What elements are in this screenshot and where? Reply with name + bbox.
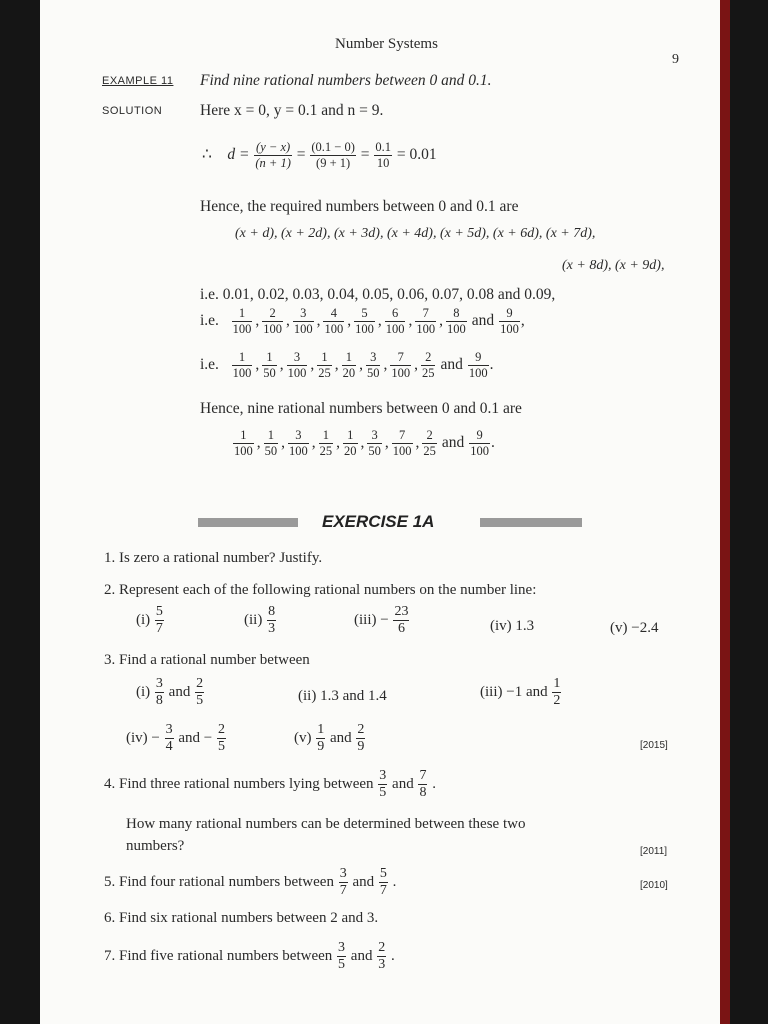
separator: , xyxy=(439,312,443,330)
d-formula xyxy=(202,140,437,171)
fraction: $\frac{1}{100}$ xyxy=(232,306,252,336)
d-result: = 0.01 xyxy=(396,146,437,164)
fraction: $\frac{23}{6}$ xyxy=(394,604,409,636)
fraction: $\frac{7}{8}$ xyxy=(419,768,427,800)
q3-part-i: (i) $\frac{3}{8}$ and $\frac{2}{5}$ xyxy=(136,676,204,708)
question-4-line-2: How many rational numbers can be determined between these two xyxy=(126,816,526,832)
fraction-row xyxy=(232,428,495,458)
equals-sign: = xyxy=(296,146,306,164)
q2-part-iii: (iii) − $\frac{23}{6}$ xyxy=(354,604,409,636)
end-punctuation: . xyxy=(491,434,495,452)
and-word: and xyxy=(471,312,495,330)
q2-part-ii: (ii) $\frac{8}{3}$ xyxy=(244,604,276,636)
separator: , xyxy=(384,434,389,452)
heading-rule-left xyxy=(198,518,298,527)
hence-statement-1: Hence, the required numbers between 0 and 0.1 are xyxy=(200,198,519,215)
fraction: $\frac{5}{7}$ xyxy=(379,866,387,898)
separator: , xyxy=(414,356,418,374)
exercise-title: EXERCISE 1A xyxy=(322,512,435,531)
end-punctuation: . xyxy=(489,356,494,374)
separator: , xyxy=(383,356,388,374)
fraction: $\frac{2}{25}$ xyxy=(421,350,435,380)
fraction: $\frac{3}{50}$ xyxy=(366,350,380,380)
separator: , xyxy=(359,356,363,374)
fraction: $\frac{1}{100}$ xyxy=(234,428,253,458)
decimal-list: i.e. 0.01, 0.02, 0.03, 0.04, 0.05, 0.06, 0.07, 0.08 and 0.09, xyxy=(200,286,556,303)
q2-part-v: (v) −2.4 xyxy=(610,620,659,636)
fraction: $\frac{2}{100}$ xyxy=(263,306,282,336)
fraction: $\frac{2}{5}$ xyxy=(196,676,204,708)
fraction-list-2 xyxy=(200,350,493,381)
given-values: Here x = 0, y = 0.1 and n = 9. xyxy=(200,102,384,119)
and-word: and xyxy=(440,356,463,374)
fraction: $\frac{5}{7}$ xyxy=(155,604,163,636)
fraction: $\frac{1}{20}$ xyxy=(342,350,356,380)
fraction-list-1 xyxy=(200,306,525,337)
fraction: $\frac{2}{3}$ xyxy=(378,940,386,972)
example-label: EXAMPLE 11 xyxy=(102,75,174,87)
question-5: 5. Find four rational numbers between $\frac{3}{7}$ and $\frac{5}{7}$ . xyxy=(104,866,397,898)
fraction: $\frac{8}{3}$ xyxy=(268,604,276,636)
fraction: $\frac{3}{8}$ xyxy=(155,676,163,708)
page-number: 9 xyxy=(672,52,679,67)
binding-edge xyxy=(720,0,730,1024)
expression-line-1: (x + d), (x + 2d), (x + 3d), (x + 4d), (x + 5d), (x + 6d), (x + 7d), xyxy=(235,226,596,241)
question-6: 6. Find six rational numbers between 2 and 3. xyxy=(104,910,379,926)
separator: , xyxy=(336,434,340,452)
fraction: $\frac{1}{100}$ xyxy=(232,350,252,380)
fraction: $\frac{3}{100}$ xyxy=(289,428,308,458)
and-word: and xyxy=(441,434,465,452)
fraction-list-3 xyxy=(232,428,495,459)
separator: , xyxy=(316,312,321,330)
fraction: $\frac{2}{9}$ xyxy=(357,722,365,754)
hence-statement-2: Hence, nine rational numbers between 0 and 0.1 are xyxy=(200,400,522,417)
fraction: $\frac{9}{100}$ xyxy=(468,350,488,380)
fraction: $\frac{1}{2}$ xyxy=(553,676,561,708)
q2-part-iv: (iv) 1.3 xyxy=(490,618,535,634)
fraction: $\frac{3}{100}$ xyxy=(287,350,307,380)
fraction: $\frac{7}{100}$ xyxy=(391,350,411,380)
q3-part-iii: (iii) −1 and $\frac{1}{2}$ xyxy=(480,676,561,708)
separator: , xyxy=(279,356,284,374)
fraction: $\frac{6}{100}$ xyxy=(385,306,405,336)
question-1: 1. Is zero a rational number? Justify. xyxy=(104,550,323,566)
fraction: $\frac{1}{25}$ xyxy=(319,428,333,458)
separator: , xyxy=(360,434,365,452)
question-4: 4. Find three rational numbers lying between $\frac{3}{5}$ and $\frac{7}{8}$ . xyxy=(104,768,436,800)
separator: , xyxy=(256,434,261,452)
fraction: $\frac{3}{4}$ xyxy=(165,722,173,754)
fraction: $\frac{9}{100}$ xyxy=(500,306,519,336)
fraction: $\frac{3}{5}$ xyxy=(379,768,387,800)
fraction: $\frac{1}{50}$ xyxy=(263,350,276,380)
separator: , xyxy=(415,434,420,452)
end-punctuation: , xyxy=(520,312,525,330)
example-question: Find nine rational numbers between 0 and 0.1. xyxy=(200,72,492,89)
therefore-symbol: ∴ xyxy=(202,146,212,164)
separator: , xyxy=(281,434,285,452)
fraction: $\frac{(0.1 - 0)}{(9 + 1)}$ xyxy=(311,140,355,170)
year-tag-2011: [2011] xyxy=(640,846,668,857)
fraction: $\frac{3}{7}$ xyxy=(339,866,347,898)
fraction: $\frac{3}{100}$ xyxy=(293,306,313,336)
separator: , xyxy=(334,356,339,374)
fraction-row xyxy=(231,350,494,380)
question-2: 2. Represent each of the following rational numbers on the number line: xyxy=(104,582,537,598)
separator: , xyxy=(347,312,352,330)
q3-part-iv: (iv) − $\frac{3}{4}$ and − $\frac{2}{5}$ xyxy=(126,722,225,754)
fraction: $\frac{7}{100}$ xyxy=(392,428,412,458)
d-equals: d = xyxy=(227,146,250,164)
q2-part-i: (i) $\frac{5}{7}$ xyxy=(136,604,163,636)
fraction: $\frac{9}{100}$ xyxy=(470,428,490,458)
fraction: $\frac{1}{9}$ xyxy=(317,722,325,754)
fraction: $\frac{7}{100}$ xyxy=(416,306,436,336)
separator: , xyxy=(255,356,260,374)
ie-label: i.e. xyxy=(200,356,219,374)
q3-part-v: (v) $\frac{1}{9}$ and $\frac{2}{9}$ xyxy=(294,722,365,754)
question-7: 7. Find five rational numbers between $\frac{3}{5}$ and $\frac{2}{3}$ . xyxy=(104,940,395,972)
separator: , xyxy=(311,434,316,452)
solution-label: SOLUTION xyxy=(102,105,163,117)
equals-sign: = xyxy=(360,146,370,164)
separator: , xyxy=(408,312,413,330)
fraction: $\frac{2}{25}$ xyxy=(423,428,436,458)
textbook-page xyxy=(40,0,720,1024)
question-4-line-3: numbers? xyxy=(126,838,185,854)
fraction: $\frac{3}{5}$ xyxy=(338,940,346,972)
fraction: $\frac{(y - x)}{(n + 1)}$ xyxy=(255,140,291,170)
q3-part-ii: (ii) 1.3 and 1.4 xyxy=(298,688,387,704)
fraction: $\frac{2}{5}$ xyxy=(218,722,225,754)
fraction: $\frac{3}{50}$ xyxy=(368,428,381,458)
fraction: $\frac{5}{100}$ xyxy=(355,306,374,336)
expression-line-2: (x + 8d), (x + 9d), xyxy=(562,258,665,273)
separator: , xyxy=(285,312,290,330)
ie-label: i.e. xyxy=(200,312,219,330)
fraction-row xyxy=(231,306,525,336)
running-header: Number Systems xyxy=(335,36,438,52)
fraction: $\frac{0.1}{10}$ xyxy=(375,140,391,170)
separator: , xyxy=(310,356,315,374)
fraction: $\frac{1}{50}$ xyxy=(264,428,278,458)
heading-rule-right xyxy=(480,518,582,527)
separator: , xyxy=(377,312,382,330)
year-tag-2015: [2015] xyxy=(640,740,668,751)
fraction: $\frac{1}{20}$ xyxy=(344,428,357,458)
question-3: 3. Find a rational number between xyxy=(104,652,310,668)
year-tag-2010: [2010] xyxy=(640,880,668,891)
fraction: $\frac{1}{25}$ xyxy=(318,350,331,380)
fraction: $\frac{4}{100}$ xyxy=(324,306,344,336)
separator: , xyxy=(255,312,260,330)
fraction: $\frac{8}{100}$ xyxy=(446,306,466,336)
